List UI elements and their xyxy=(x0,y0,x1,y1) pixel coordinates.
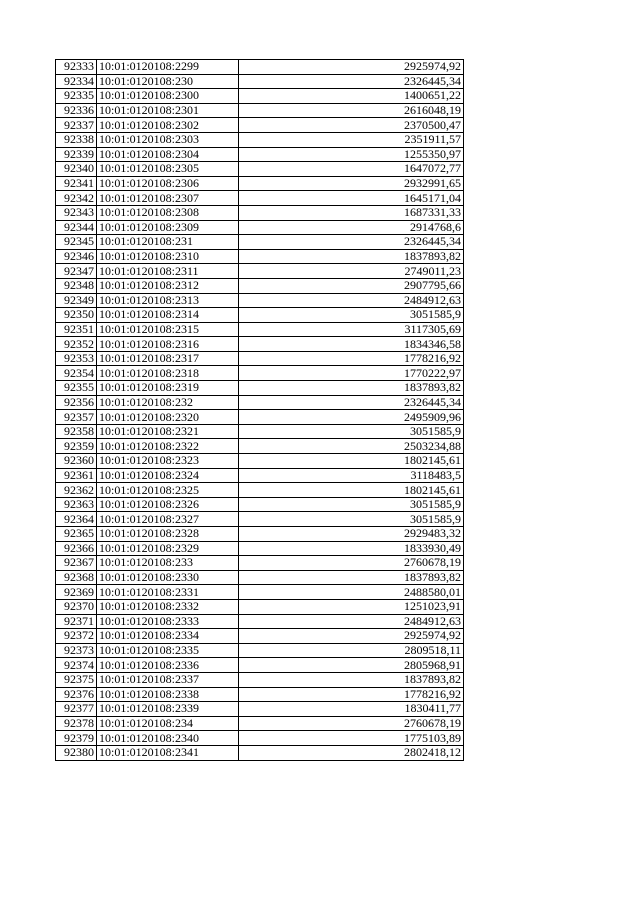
row-id-cell: 92343 xyxy=(56,205,97,220)
value-cell: 2326445,34 xyxy=(239,235,464,250)
value-cell: 2760678,19 xyxy=(239,556,464,571)
row-id-cell: 92338 xyxy=(56,132,97,147)
row-id-cell: 92375 xyxy=(56,672,97,687)
cadastral-number-cell: 10:01:0120108:2333 xyxy=(97,614,239,629)
table-row xyxy=(56,147,464,162)
cadastral-number-cell: 10:01:0120108:2309 xyxy=(97,220,239,235)
value-cell: 1778216,92 xyxy=(239,351,464,366)
table-row xyxy=(56,293,464,308)
cadastral-number-cell: 10:01:0120108:234 xyxy=(97,716,239,731)
value-cell: 1775103,89 xyxy=(239,731,464,746)
table-row xyxy=(56,220,464,235)
table-row xyxy=(56,89,464,104)
row-id-cell: 92362 xyxy=(56,483,97,498)
cadastral-number-cell: 10:01:0120108:2328 xyxy=(97,527,239,542)
cadastral-number-cell: 10:01:0120108:2336 xyxy=(97,658,239,673)
value-cell: 1837893,82 xyxy=(239,672,464,687)
cadastral-number-cell: 10:01:0120108:2314 xyxy=(97,308,239,323)
row-id-cell: 92355 xyxy=(56,381,97,396)
value-cell: 2351911,57 xyxy=(239,132,464,147)
cadastral-number-cell: 10:01:0120108:2330 xyxy=(97,570,239,585)
value-cell: 2932991,65 xyxy=(239,176,464,191)
row-id-cell: 92363 xyxy=(56,497,97,512)
row-id-cell: 92347 xyxy=(56,264,97,279)
cadastral-number-cell: 10:01:0120108:2304 xyxy=(97,147,239,162)
table-row xyxy=(56,687,464,702)
value-cell: 2484912,63 xyxy=(239,614,464,629)
value-cell: 2802418,12 xyxy=(239,745,464,760)
cadastral-number-cell: 10:01:0120108:2322 xyxy=(97,439,239,454)
cadastral-number-cell: 10:01:0120108:231 xyxy=(97,235,239,250)
row-id-cell: 92373 xyxy=(56,643,97,658)
row-id-cell: 92352 xyxy=(56,337,97,352)
row-id-cell: 92353 xyxy=(56,351,97,366)
cadastral-number-cell: 10:01:0120108:2305 xyxy=(97,162,239,177)
table-row xyxy=(56,439,464,454)
value-cell: 1645171,04 xyxy=(239,191,464,206)
cadastral-number-cell: 10:01:0120108:2320 xyxy=(97,410,239,425)
table-row xyxy=(56,541,464,556)
value-cell: 1837893,82 xyxy=(239,381,464,396)
table-row xyxy=(56,672,464,687)
table-row xyxy=(56,716,464,731)
table-row xyxy=(56,205,464,220)
row-id-cell: 92370 xyxy=(56,599,97,614)
cadastral-number-cell: 10:01:0120108:2321 xyxy=(97,424,239,439)
value-cell: 2495909,96 xyxy=(239,410,464,425)
value-cell: 2809518,11 xyxy=(239,643,464,658)
cadastral-number-cell: 10:01:0120108:2303 xyxy=(97,132,239,147)
table-row xyxy=(56,468,464,483)
value-cell: 1770222,97 xyxy=(239,366,464,381)
cadastral-number-cell: 10:01:0120108:2339 xyxy=(97,702,239,717)
row-id-cell: 92337 xyxy=(56,118,97,133)
cadastral-number-cell: 10:01:0120108:2323 xyxy=(97,454,239,469)
table-row xyxy=(56,527,464,542)
value-cell: 2749011,23 xyxy=(239,264,464,279)
cadastral-number-cell: 10:01:0120108:2340 xyxy=(97,731,239,746)
row-id-cell: 92335 xyxy=(56,89,97,104)
cadastral-number-cell: 10:01:0120108:2300 xyxy=(97,89,239,104)
cadastral-number-cell: 10:01:0120108:2341 xyxy=(97,745,239,760)
table-row xyxy=(56,351,464,366)
cadastral-number-cell: 10:01:0120108:2319 xyxy=(97,381,239,396)
value-cell: 3051585,9 xyxy=(239,512,464,527)
value-cell: 2326445,34 xyxy=(239,395,464,410)
row-id-cell: 92366 xyxy=(56,541,97,556)
row-id-cell: 92368 xyxy=(56,570,97,585)
cadastral-number-cell: 10:01:0120108:2325 xyxy=(97,483,239,498)
value-cell: 1802145,61 xyxy=(239,483,464,498)
value-cell: 1687331,33 xyxy=(239,205,464,220)
cadastral-number-cell: 10:01:0120108:232 xyxy=(97,395,239,410)
row-id-cell: 92374 xyxy=(56,658,97,673)
row-id-cell: 92371 xyxy=(56,614,97,629)
value-cell: 1837893,82 xyxy=(239,249,464,264)
cadastral-number-cell: 10:01:0120108:2317 xyxy=(97,351,239,366)
table-row xyxy=(56,249,464,264)
value-cell: 2488580,01 xyxy=(239,585,464,600)
row-id-cell: 92350 xyxy=(56,308,97,323)
cadastral-number-cell: 10:01:0120108:2316 xyxy=(97,337,239,352)
row-id-cell: 92340 xyxy=(56,162,97,177)
row-id-cell: 92369 xyxy=(56,585,97,600)
table-row xyxy=(56,162,464,177)
value-cell: 2929483,32 xyxy=(239,527,464,542)
row-id-cell: 92377 xyxy=(56,702,97,717)
table-row xyxy=(56,191,464,206)
cadastral-number-cell: 10:01:0120108:2318 xyxy=(97,366,239,381)
cadastral-number-cell: 10:01:0120108:2332 xyxy=(97,599,239,614)
cadastral-number-cell: 10:01:0120108:2308 xyxy=(97,205,239,220)
value-cell: 3051585,9 xyxy=(239,497,464,512)
row-id-cell: 92333 xyxy=(56,60,97,75)
cadastral-number-cell: 10:01:0120108:2307 xyxy=(97,191,239,206)
table-row xyxy=(56,235,464,250)
cadastral-number-cell: 10:01:0120108:2327 xyxy=(97,512,239,527)
table-row xyxy=(56,731,464,746)
table-row xyxy=(56,395,464,410)
row-id-cell: 92351 xyxy=(56,322,97,337)
cadastral-number-cell: 10:01:0120108:2306 xyxy=(97,176,239,191)
value-cell: 2805968,91 xyxy=(239,658,464,673)
table-row xyxy=(56,424,464,439)
row-id-cell: 92360 xyxy=(56,454,97,469)
value-cell: 1778216,92 xyxy=(239,687,464,702)
table-body xyxy=(56,60,464,761)
cadastral-number-cell: 10:01:0120108:2301 xyxy=(97,103,239,118)
table-row xyxy=(56,570,464,585)
value-cell: 1400651,22 xyxy=(239,89,464,104)
cadastral-number-cell: 10:01:0120108:2326 xyxy=(97,497,239,512)
cadastral-number-cell: 10:01:0120108:2335 xyxy=(97,643,239,658)
value-cell: 1834346,58 xyxy=(239,337,464,352)
row-id-cell: 92339 xyxy=(56,147,97,162)
table-row xyxy=(56,264,464,279)
row-id-cell: 92367 xyxy=(56,556,97,571)
cadastral-number-cell: 10:01:0120108:2313 xyxy=(97,293,239,308)
table-row xyxy=(56,497,464,512)
row-id-cell: 92348 xyxy=(56,278,97,293)
row-id-cell: 92358 xyxy=(56,424,97,439)
table-row xyxy=(56,410,464,425)
cadastral-number-cell: 10:01:0120108:2337 xyxy=(97,672,239,687)
table-row xyxy=(56,629,464,644)
row-id-cell: 92378 xyxy=(56,716,97,731)
row-id-cell: 92341 xyxy=(56,176,97,191)
cadastral-number-cell: 10:01:0120108:2331 xyxy=(97,585,239,600)
row-id-cell: 92349 xyxy=(56,293,97,308)
table-row xyxy=(56,745,464,760)
table-row xyxy=(56,643,464,658)
cadastral-number-cell: 10:01:0120108:2310 xyxy=(97,249,239,264)
table-row xyxy=(56,454,464,469)
table-row xyxy=(56,512,464,527)
value-cell: 2484912,63 xyxy=(239,293,464,308)
value-cell: 2503234,88 xyxy=(239,439,464,454)
row-id-cell: 92365 xyxy=(56,527,97,542)
row-id-cell: 92356 xyxy=(56,395,97,410)
value-cell: 3051585,9 xyxy=(239,424,464,439)
value-cell: 1802145,61 xyxy=(239,454,464,469)
row-id-cell: 92364 xyxy=(56,512,97,527)
table-row xyxy=(56,614,464,629)
value-cell: 3117305,69 xyxy=(239,322,464,337)
value-cell: 2914768,6 xyxy=(239,220,464,235)
table-row xyxy=(56,658,464,673)
table-row xyxy=(56,483,464,498)
row-id-cell: 92361 xyxy=(56,468,97,483)
table-row xyxy=(56,556,464,571)
cadastral-number-cell: 10:01:0120108:2299 xyxy=(97,60,239,75)
row-id-cell: 92357 xyxy=(56,410,97,425)
row-id-cell: 92336 xyxy=(56,103,97,118)
row-id-cell: 92334 xyxy=(56,74,97,89)
table-row xyxy=(56,74,464,89)
value-cell: 1833930,49 xyxy=(239,541,464,556)
value-cell: 2907795,66 xyxy=(239,278,464,293)
cadastral-number-cell: 10:01:0120108:230 xyxy=(97,74,239,89)
table-row xyxy=(56,322,464,337)
cadastral-number-cell: 10:01:0120108:2329 xyxy=(97,541,239,556)
value-cell: 3118483,5 xyxy=(239,468,464,483)
row-id-cell: 92346 xyxy=(56,249,97,264)
row-id-cell: 92359 xyxy=(56,439,97,454)
row-id-cell: 92376 xyxy=(56,687,97,702)
value-cell: 1837893,82 xyxy=(239,570,464,585)
table-row xyxy=(56,176,464,191)
cadastral-number-cell: 10:01:0120108:2311 xyxy=(97,264,239,279)
table-row xyxy=(56,278,464,293)
table-row xyxy=(56,132,464,147)
table-row xyxy=(56,381,464,396)
value-cell: 1647072,77 xyxy=(239,162,464,177)
table-row xyxy=(56,366,464,381)
row-id-cell: 92380 xyxy=(56,745,97,760)
cadastral-number-cell: 10:01:0120108:233 xyxy=(97,556,239,571)
row-id-cell: 92344 xyxy=(56,220,97,235)
row-id-cell: 92372 xyxy=(56,629,97,644)
value-cell: 1255350,97 xyxy=(239,147,464,162)
table-row xyxy=(56,118,464,133)
row-id-cell: 92342 xyxy=(56,191,97,206)
table-row xyxy=(56,599,464,614)
value-cell: 1251023,91 xyxy=(239,599,464,614)
data-table xyxy=(55,59,464,761)
value-cell: 3051585,9 xyxy=(239,308,464,323)
cadastral-number-cell: 10:01:0120108:2315 xyxy=(97,322,239,337)
value-cell: 2370500,47 xyxy=(239,118,464,133)
value-cell: 2326445,34 xyxy=(239,74,464,89)
table-row xyxy=(56,308,464,323)
table-row xyxy=(56,103,464,118)
value-cell: 2616048,19 xyxy=(239,103,464,118)
table-row xyxy=(56,60,464,75)
cadastral-number-cell: 10:01:0120108:2312 xyxy=(97,278,239,293)
value-cell: 1830411,77 xyxy=(239,702,464,717)
cadastral-number-cell: 10:01:0120108:2334 xyxy=(97,629,239,644)
table-row xyxy=(56,702,464,717)
value-cell: 2925974,92 xyxy=(239,629,464,644)
cadastral-number-cell: 10:01:0120108:2302 xyxy=(97,118,239,133)
cadastral-number-cell: 10:01:0120108:2324 xyxy=(97,468,239,483)
table-row xyxy=(56,337,464,352)
row-id-cell: 92354 xyxy=(56,366,97,381)
table-row xyxy=(56,585,464,600)
row-id-cell: 92379 xyxy=(56,731,97,746)
value-cell: 2925974,92 xyxy=(239,60,464,75)
cadastral-number-cell: 10:01:0120108:2338 xyxy=(97,687,239,702)
row-id-cell: 92345 xyxy=(56,235,97,250)
value-cell: 2760678,19 xyxy=(239,716,464,731)
